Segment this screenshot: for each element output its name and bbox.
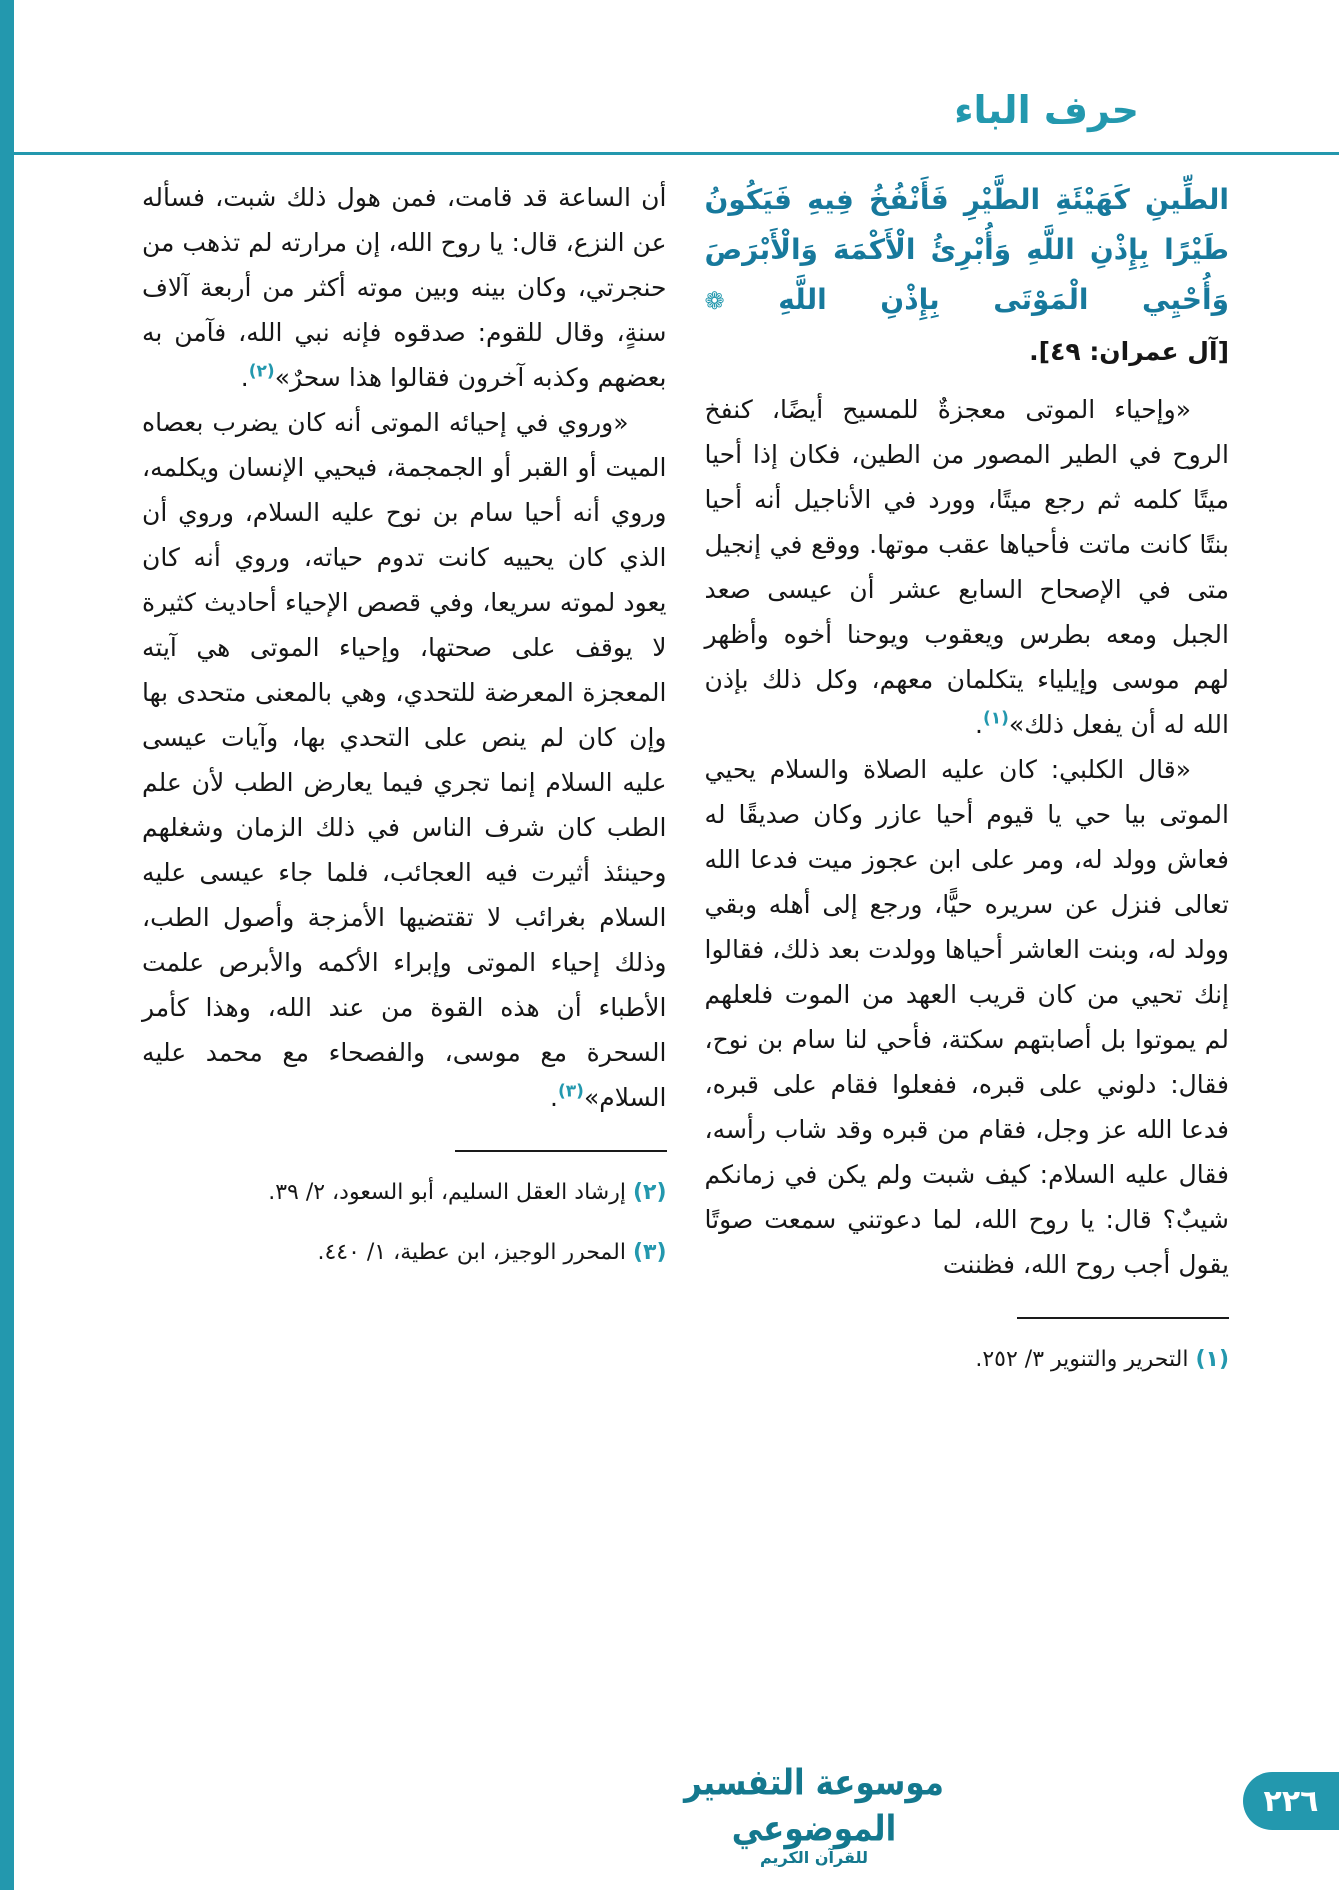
left-accent-bar <box>0 0 14 1890</box>
publisher-emblem <box>669 1762 959 1870</box>
publisher-emblem-title: موسوعة التفسير الموضوعي <box>683 1762 945 1850</box>
header-rule <box>14 152 1339 155</box>
column-left <box>142 175 667 1401</box>
paragraph-text: «قال الكلبي: كان عليه الصلاة والسلام يحيي الموتى بيا حي يا قيوم أحيا عازر وكان صديقًا له فعاش وولد له، ومر على ابن عجوز ميت فدعا الله تعالى فنزل عن سريره حيًّا، ورجع إلى أهله وبقي وولد له، وبنت العاشر أحياها وولدت بعد ذلك، فقالوا إنك تحيي من كان قريب العهد من الموت فلعلهم لم يموتوا بل أصابتهم سكتة، فأحي لنا سام بن نوح، فقال: دلوني على قبره، ففعلوا فقام على قبره، فدعا الله عز وجل، فقام من قبره وقد شاب رأسه، فقال عليه السلام: كيف شبت ولم يكن في زمانكم شيبٌ؟ قال: يا روح الله، لما دعوتني سمعت صوتًا يقول أجب روح الله، فظننت <box>704 755 1229 1279</box>
footnote-number: (٢) <box>632 1180 667 1205</box>
paragraph <box>705 387 1230 747</box>
page-number-badge <box>1243 1772 1339 1830</box>
footnote-ref-2: (٢) <box>248 361 275 382</box>
column-right <box>705 175 1230 1401</box>
footnote-number: (٣) <box>632 1240 667 1265</box>
footnote-number: (١) <box>1195 1347 1229 1372</box>
footnote-text: إرشاد العقل السليم، أبو السعود، ٢/ ٣٩. <box>268 1180 633 1205</box>
verse-end-ornament-icon: ❁ <box>704 287 725 315</box>
footnote-ref-1: (١) <box>982 708 1009 729</box>
footnote <box>705 1341 1230 1379</box>
paragraph-tail: . <box>550 1083 558 1112</box>
paragraph <box>705 747 1230 1287</box>
chapter-header: حرف الباء <box>954 88 1139 132</box>
paragraph-text: أن الساعة قد قامت، فمن هول ذلك شبت، فسأله عن النزع، قال: يا روح الله، إن مرارته لم تذهب من حنجرتي، وكان بينه وبين موته أكثر من أربعة آلاف سنةٍ، وقال للقوم: صدقوه فإنه نبي الله، فآمن به بعضهم وكذبه آخرون فقالوا هذا سحرٌ» <box>142 183 667 392</box>
paragraph-continuation <box>142 175 667 400</box>
text-columns <box>142 175 1229 1401</box>
page-number: ٢٢٦ <box>1263 1783 1319 1819</box>
paragraph-tail: . <box>240 363 249 392</box>
paragraph-text: «وإحياء الموتى معجزةٌ للمسيح أيضًا، كنفخ الروح في الطير المصور من الطين، فكان إذا أحيا ميتًا كلمه ثم رجع ميتًا، وورد في الأناجيل أنه أحيا بنتًا كانت ماتت فأحياها عقب موتها. ووقع في إنجيل متى في الإصحاح السابع عشر أن عيسى صعد الجبل ومعه بطرس ويعقوب ويوحنا أخوه وأظهر لهم موسى وإيلياء يتكلمان معهم، وكل ذلك بإذن الله له أن يفعل ذلك» <box>704 395 1229 739</box>
footnote-text: التحرير والتنوير ٣/ ٢٥٢. <box>975 1347 1196 1372</box>
footnote-separator <box>1017 1317 1229 1319</box>
footnote-separator <box>455 1150 667 1152</box>
footnote-text: المحرر الوجيز، ابن عطية، ١/ ٤٤٠. <box>317 1240 633 1265</box>
footnote <box>142 1174 667 1212</box>
footnote <box>142 1234 667 1272</box>
paragraph <box>142 400 667 1120</box>
footnote-ref-3: (٣) <box>557 1081 584 1102</box>
verse-text: الطِّينِ كَهَيْئَةِ الطَّيْرِ فَأَنْفُخُ فِيهِ فَيَكُونُ طَيْرًا بِإِذْنِ اللَّهِ وَأُبْرِئُ الْأَكْمَهَ وَالْأَبْرَصَ وَأُحْيِي الْمَوْتَى بِإِذْنِ اللَّهِ <box>704 183 1229 316</box>
paragraph-tail: . <box>975 710 983 739</box>
publisher-emblem-subtitle: للقرآن الكريم <box>759 1848 869 1867</box>
paragraph-text: «وروي في إحيائه الموتى أنه كان يضرب بعصاه الميت أو القبر أو الجمجمة، فيحيي الإنسان ويكلمه، وروي أنه أحيا سام بن نوح عليه السلام، وروي أن الذي كان يحييه كانت تدوم حياته، وروي أنه كان يعود لموته سريعا، وفي قصص الإحياء أحاديث كثيرة لا يوقف على صحتها، وإحياء الموتى هي آيته المعجزة المعرضة للتحدي، وهي بالمعنى متحدى بها وإن كان لم ينص على التحدي بها، وآيات عيسى عليه السلام إنما تجري فيما يعارض الطب لأن علم الطب كان شرف الناس في ذلك الزمان وشغلهم وحينئذ أثيرت فيه العجائب، فلما جاء عيسى عليه السلام بغرائب لا تقتضيها الأمزجة وأصول الطب، وذلك إحياء الموتى وإبراء الأكمه والأبرص علمت الأطباء أن هذه القوة من عند الله، وهذا كأمر السحرة مع موسى، والفصحاء مع محمد عليه السلام» <box>142 408 667 1112</box>
verse-citation: [آل عمران: ٤٩]. <box>1029 337 1229 366</box>
quran-verse <box>705 175 1230 377</box>
